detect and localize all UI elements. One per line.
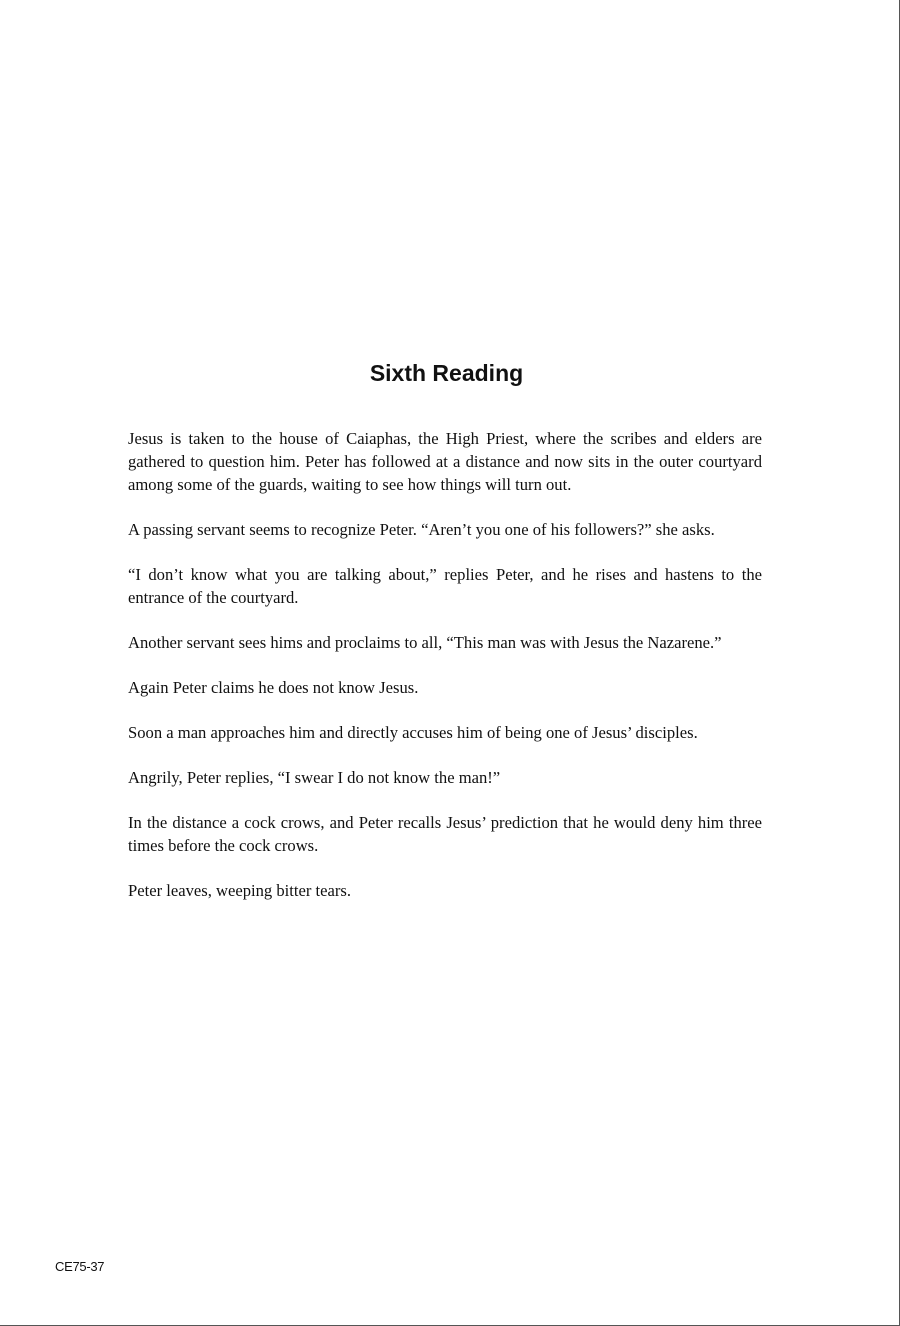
paragraph-caiaphas: Jesus is taken to the house of Caiaphas, the High Priest, where the scribes and elders are gathered to question him. Peter has followed at a distance and now sits in the outer courtyard among some of the guards, waiting to see how things will turn out. [128, 429, 762, 494]
paragraph-first-denial: “I don’t know what you are talking about,” replies Peter, and he rises and hastens to the entrance of the courtyard. [128, 565, 762, 607]
paragraph-servant-question: A passing servant seems to recognize Peter. “Aren’t you one of his followers?” she asks. [128, 520, 715, 539]
reading-body [128, 427, 762, 924]
document-code: CE75-37 [55, 1259, 105, 1274]
paragraph-peter-leaves: Peter leaves, weeping bitter tears. [128, 881, 352, 900]
paragraph-cock-crows: In the distance a cock crows, and Peter recalls Jesus’ prediction that he would deny him three times before the cock crows. [128, 813, 762, 855]
paragraph-accusation: Soon a man approaches him and directly accuses him of being one of Jesus’ disciples. [128, 723, 698, 742]
paragraph-third-denial: Angrily, Peter replies, “I swear I do not know the man!” [128, 768, 501, 787]
page-title: Sixth Reading [369, 360, 524, 386]
paragraph-second-denial: Again Peter claims he does not know Jesus. [128, 678, 419, 697]
paragraph-second-servant: Another servant sees hims and proclaims to all, “This man was with Jesus the Nazarene.” [128, 633, 722, 652]
